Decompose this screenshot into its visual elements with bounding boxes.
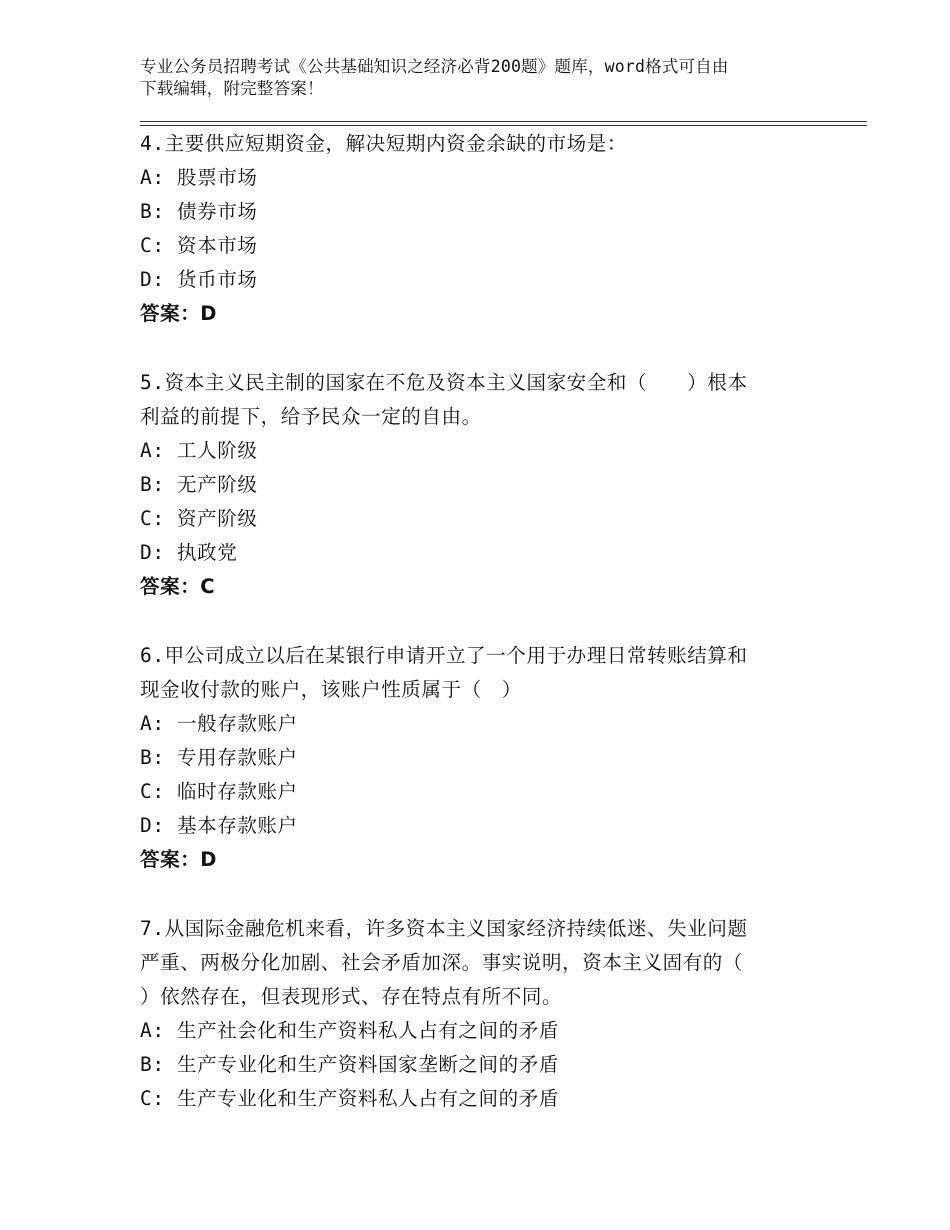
question-5 — [140, 366, 800, 604]
option-a: A: 一般存款账户 — [140, 712, 298, 735]
answer-line: 答案：D — [140, 848, 218, 871]
question-stem: ）依然存在，但表现形式、存在特点有所不同。 — [140, 985, 563, 1008]
option-c: C: 资本市场 — [140, 234, 258, 257]
option-d: D: 货币市场 — [140, 268, 258, 291]
option-b: B: 无产阶级 — [140, 473, 258, 496]
question-stem: 现金收付款的账户，该账户性质属于（ ） — [140, 678, 522, 701]
option-c: C: 资产阶级 — [140, 507, 258, 530]
answer-line: 答案：D — [140, 302, 218, 325]
question-stem: 7.从国际金融危机来看，许多资本主义国家经济持续低迷、失业问题 — [140, 917, 748, 940]
question-stem: 5.资本主义民主制的国家在不危及资本主义国家安全和（ ）根本 — [140, 371, 748, 394]
option-a: A: 生产社会化和生产资料私人占有之间的矛盾 — [140, 1019, 559, 1042]
document-header — [140, 56, 820, 100]
option-c: C: 生产专业化和生产资料私人占有之间的矛盾 — [140, 1087, 559, 1110]
option-c: C: 临时存款账户 — [140, 780, 298, 803]
header-divider-bottom — [140, 125, 867, 126]
question-stem: 4.主要供应短期资金，解决短期内资金余缺的市场是： — [140, 132, 627, 155]
header-line-1: 专业公务员招聘考试《公共基础知识之经济必背200题》题库，word格式可自由 — [140, 57, 729, 76]
question-6 — [140, 639, 800, 877]
option-a: A: 股票市场 — [140, 166, 258, 189]
question-7 — [140, 912, 800, 1116]
question-4 — [140, 127, 800, 331]
option-b: B: 生产专业化和生产资料国家垄断之间的矛盾 — [140, 1053, 559, 1076]
question-stem: 6.甲公司成立以后在某银行申请开立了一个用于办理日常转账结算和 — [140, 644, 748, 667]
question-stem: 利益的前提下，给予民众一定的自由。 — [140, 405, 482, 428]
header-line-2: 下载编辑，附完整答案！ — [140, 79, 324, 98]
option-d: D: 基本存款账户 — [140, 814, 298, 837]
option-b: B: 专用存款账户 — [140, 746, 298, 769]
option-b: B: 债券市场 — [140, 200, 258, 223]
option-a: A: 工人阶级 — [140, 439, 258, 462]
option-d: D: 执政党 — [140, 541, 238, 564]
question-stem: 严重、两极分化加剧、社会矛盾加深。事实说明，资本主义固有的（ — [140, 951, 744, 974]
answer-line: 答案：C — [140, 575, 216, 598]
header-divider-top — [140, 121, 867, 122]
